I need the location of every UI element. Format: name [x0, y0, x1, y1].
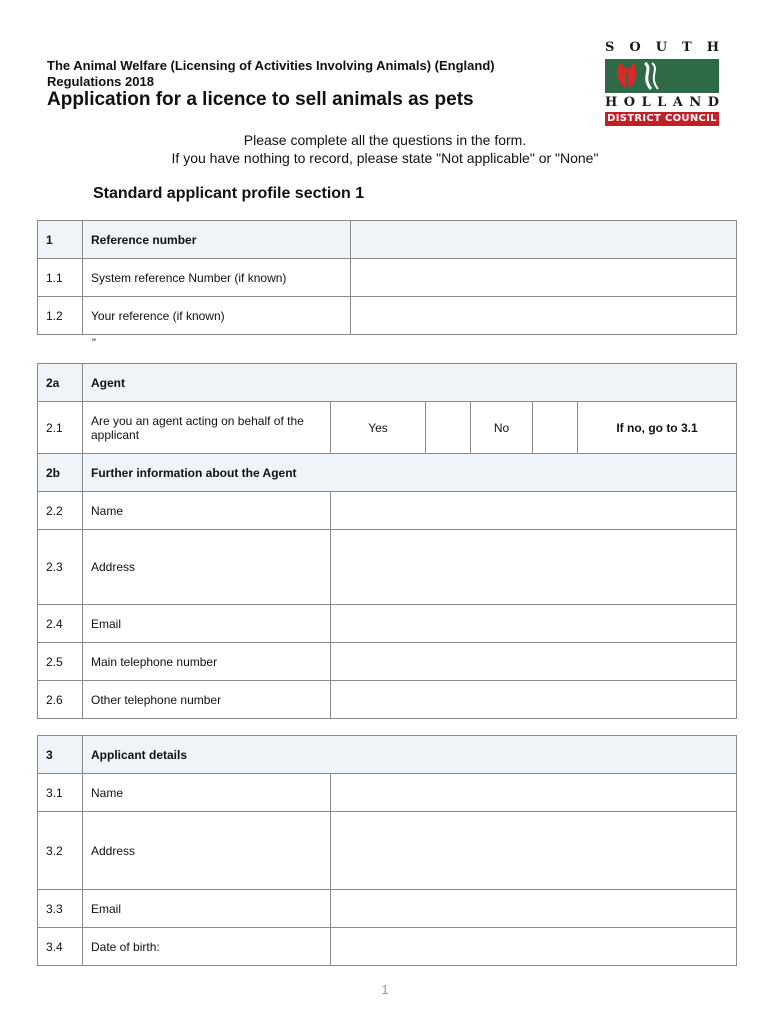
logo-letter: S — [605, 40, 615, 55]
page-number: 1 — [381, 982, 389, 997]
row-label: Email — [83, 890, 331, 928]
table-row — [38, 890, 737, 928]
applicant-table — [37, 735, 737, 966]
row-number: 3.4 — [38, 928, 83, 966]
logo-letter: L — [641, 95, 651, 110]
page-title: Application for a licence to sell animals as pets — [47, 89, 474, 110]
agent-email-field[interactable] — [331, 605, 737, 643]
logo-letter: O — [629, 40, 641, 55]
skip-note: If no, go to 3.1 — [578, 402, 737, 454]
row-number: 2.5 — [38, 643, 83, 681]
yes-checkbox[interactable] — [426, 402, 471, 454]
applicant-name-field[interactable] — [331, 774, 737, 812]
instructions — [0, 131, 770, 167]
logo-letter: D — [707, 95, 719, 110]
table-header-row — [38, 364, 737, 402]
logo-letter: N — [689, 95, 702, 110]
row-number: 2.6 — [38, 681, 83, 719]
table-row — [38, 605, 737, 643]
regulations-heading: The Animal Welfare (Licensing of Activities Involving Animals) (England) Regulations 2018 — [47, 58, 495, 89]
your-reference-field[interactable] — [351, 297, 737, 335]
row-label: Agent — [83, 364, 737, 402]
table-row — [38, 643, 737, 681]
logo-letter: H — [706, 40, 719, 55]
row-number: 1 — [38, 221, 83, 259]
row-label: Applicant details — [83, 736, 737, 774]
row-label: Reference number — [83, 221, 351, 259]
table-row — [38, 297, 737, 335]
row-number: 2.3 — [38, 530, 83, 605]
agent-name-field[interactable] — [331, 492, 737, 530]
agent-address-field[interactable] — [331, 530, 737, 605]
table-row — [38, 928, 737, 966]
agent-question-row — [38, 402, 737, 454]
table-header-row — [38, 221, 737, 259]
row-number: 3.2 — [38, 812, 83, 890]
table-subheader-row — [38, 454, 737, 492]
row-number: 2.2 — [38, 492, 83, 530]
table-row — [38, 774, 737, 812]
table-row — [38, 530, 737, 605]
applicant-dob-field[interactable] — [331, 928, 737, 966]
logo-letter: L — [657, 95, 667, 110]
logo-letter: O — [623, 95, 636, 110]
row-label: System reference Number (if known) — [83, 259, 351, 297]
row-number: 1.2 — [38, 297, 83, 335]
agent-other-phone-field[interactable] — [331, 681, 737, 719]
row-label: Name — [83, 492, 331, 530]
council-logo — [605, 40, 723, 126]
row-label: Email — [83, 605, 331, 643]
agent-main-phone-field[interactable] — [331, 643, 737, 681]
row-label: Further information about the Agent — [83, 454, 737, 492]
row-label: Address — [83, 530, 331, 605]
row-label: Address — [83, 812, 331, 890]
logo-letter: A — [672, 95, 683, 110]
agent-table — [37, 363, 737, 719]
row-label: Are you an agent acting on behalf of the applicant — [83, 402, 331, 454]
section-heading: Standard applicant profile section 1 — [93, 185, 365, 202]
logo-letter: H — [605, 95, 618, 110]
applicant-email-field[interactable] — [331, 890, 737, 928]
row-number: 2b — [38, 454, 83, 492]
row-label: Main telephone number — [83, 643, 331, 681]
row-number: 3.3 — [38, 890, 83, 928]
table-row — [38, 492, 737, 530]
logo-top-word — [605, 40, 719, 55]
table-row — [38, 681, 737, 719]
stray-mark: " — [92, 337, 96, 349]
logo-bottom-word — [605, 95, 719, 110]
instruction-line-2: If you have nothing to record, please state "Not applicable" or "None" — [171, 150, 599, 166]
row-number: 1.1 — [38, 259, 83, 297]
yes-label: Yes — [331, 402, 426, 454]
header-empty-cell — [351, 221, 737, 259]
no-checkbox[interactable] — [533, 402, 578, 454]
instruction-line-1: Please complete all the questions in the form. — [243, 132, 527, 148]
logo-letter: U — [655, 40, 668, 55]
no-label: No — [471, 402, 533, 454]
logo-banner: DISTRICT COUNCIL — [605, 112, 719, 126]
row-label: Your reference (if known) — [83, 297, 351, 335]
system-reference-field[interactable] — [351, 259, 737, 297]
row-label: Other telephone number — [83, 681, 331, 719]
table-header-row — [38, 736, 737, 774]
reference-table — [37, 220, 737, 335]
row-number: 3.1 — [38, 774, 83, 812]
tulip-emblem-icon — [605, 59, 719, 93]
row-number: 2.1 — [38, 402, 83, 454]
row-label: Date of birth: — [83, 928, 331, 966]
row-label: Name — [83, 774, 331, 812]
row-number: 2.4 — [38, 605, 83, 643]
row-number: 2a — [38, 364, 83, 402]
logo-letter: T — [682, 40, 692, 55]
row-number: 3 — [38, 736, 83, 774]
table-row — [38, 812, 737, 890]
applicant-address-field[interactable] — [331, 812, 737, 890]
table-row — [38, 259, 737, 297]
